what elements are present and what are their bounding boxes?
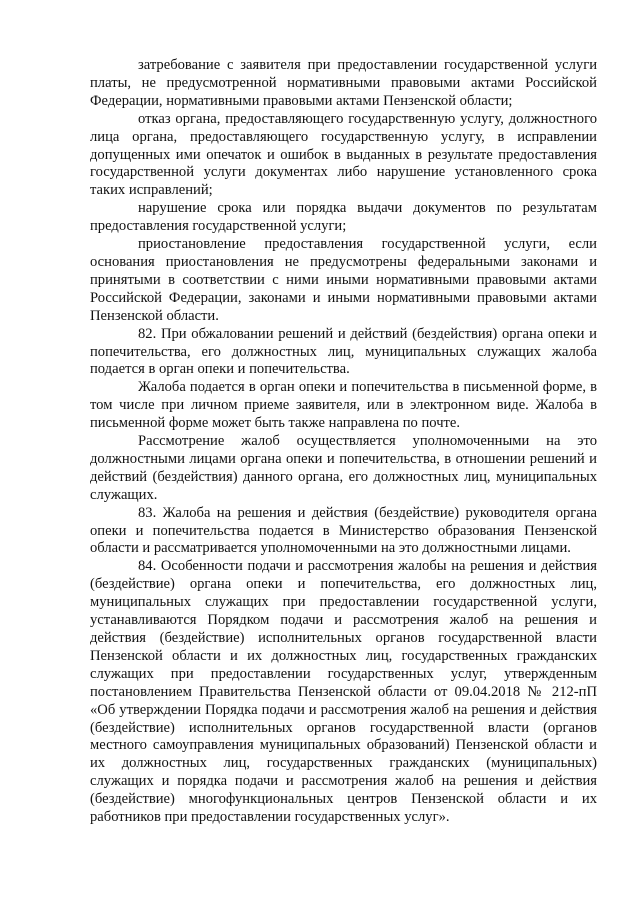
paragraph-84: 84. Особенности подачи и рассмотрения жалобы на решения и действия (бездействие) органа опеки и попечительства, его должностных лиц, муниципальных служащих при предоставлении государственной услуги, устанавливаются Порядком подачи и рассмотрения жалоб на решения и действия (бездействие) исполнительных органов государственной власти Пензенской области и их должностных лиц, государственных гражданских служащих при предоставлении государственных услуг, утвержденным постановлением Правительства Пензенской области от 09.04.2018 № 212-пП «Об утверждении Порядка подачи и рассмотрения жалоб на решения и действия (бездействие) исполнительных органов государственной власти (органов местного самоуправления муниципальных образований) Пензенской области и их должностных лиц, государственных гражданских (муниципальных) служащих и порядка подачи и рассмотрения жалоб на решения и действия (бездействие) многофункциональных центров Пензенской области и их работников при предоставлении государственных услуг». bbox=[90, 558, 597, 826]
paragraph-83: 83. Жалоба на решения и действия (бездействие) руководителя органа опеки и попечительства подается в Министерство образования Пензенской области и рассматривается уполномоченными на это должностными лицами. bbox=[90, 504, 597, 557]
paragraph-refusal-corrections: отказ органа, предоставляющего государственную услугу, должностного лица органа, предоставляющего государственную услугу, в исправлении допущенных ими опечаток и ошибок в выданных в результате предоставления государственной услуги документах либо нарушение установленного срока таких исправлений; bbox=[90, 110, 597, 199]
paragraph-complaint-review: Рассмотрение жалоб осуществляется уполномоченными на это должностными лицами органа опеки и попечительства, в отношении решений и действий (бездействия) данного органа, его должностных лиц, муниципальных служащих. bbox=[90, 433, 597, 503]
paragraph-suspension: приостановление предоставления государственной услуги, если основания приостановления не предусмотрены федеральными законами и принятыми в соответствии с ними иными нормативными правовыми актами Российской Федерации, законами и иными нормативными правовыми актами Пензенской области. bbox=[90, 236, 597, 324]
paragraph-deadline-violation: нарушение срока или порядка выдачи документов по результатам предоставления государственной услуги; bbox=[90, 200, 597, 235]
document-page bbox=[90, 57, 597, 827]
paragraph-fee-demand: затребование с заявителя при предоставлении государственной услуги платы, не предусмотренной нормативными правовыми актами Российской Федерации, нормативными правовыми актами Пензенской области; bbox=[90, 57, 597, 109]
paragraph-complaint-form: Жалоба подается в орган опеки и попечительства в письменной форме, в том числе при личном приеме заявителя, или в электронном виде. Жалоба в письменной форме может быть также направлена по почте. bbox=[90, 379, 597, 432]
paragraph-82: 82. При обжаловании решений и действий (бездействия) органа опеки и попечительства, его должностных лиц, муниципальных служащих жалоба подается в орган опеки и попечительства. bbox=[90, 325, 597, 378]
